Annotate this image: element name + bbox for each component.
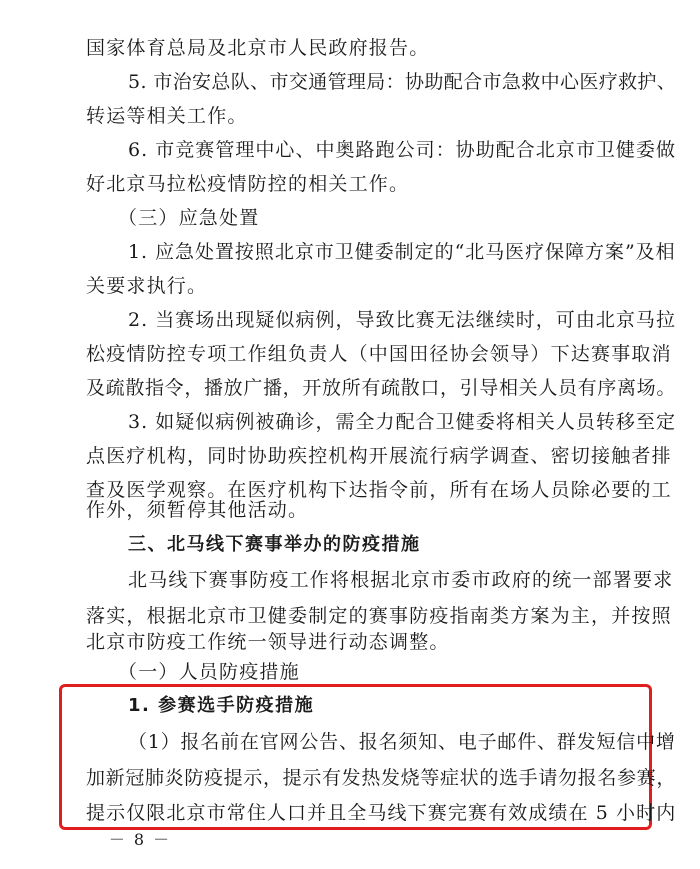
page-number: － 8 －: [108, 830, 172, 849]
subsection-heading-personnel: （一）人员防疫措施: [118, 661, 300, 683]
text-line-5: 好北京马拉松疫情防控的相关工作。: [86, 173, 410, 195]
text-line-23: 加新冠肺炎防疫提示，提示有发热发烧等症状的选手请勿报名参赛，: [86, 767, 677, 789]
text-line-15: 作外，须暂停其他活动。: [86, 499, 309, 521]
text-line-2: 5. 市治安总队、市交通管理局：协助配合市急救中心医疗救护、: [128, 71, 677, 93]
text-line-12: 3. 如疑似病例被确诊，需全力配合卫健委将相关人员转移至定: [128, 411, 676, 433]
text-line-13: 点医疗机构，同时协助疾控机构开展流行病学调查、密切接触者排: [86, 445, 672, 467]
text-line-10: 松疫情防控专项工作组负责人（中国田径协会领导）下达赛事取消: [86, 343, 672, 365]
section-heading-emergency: （三）应急处置: [118, 207, 260, 229]
text-line-11: 及疏散指令，播放广播，开放所有疏散口，引导相关人员有序离场。: [86, 377, 677, 399]
item-heading-athletes: 1. 参赛选手防疫措施: [128, 695, 315, 716]
text-line-18: 落实，根据北京市卫健委制定的赛事防疫指南类方案为主，并按照: [86, 605, 672, 627]
text-line-22: （1）报名前在官网公告、报名须知、电子邮件、群发短信中增: [128, 731, 676, 753]
text-line-17: 北马线下赛事防疫工作将根据北京市委市政府的统一部署要求: [128, 569, 674, 591]
text-line-8: 关要求执行。: [86, 275, 208, 297]
text-line-3: 转运等相关工作。: [86, 105, 248, 127]
text-line-4: 6. 市竞赛管理中心、中奥路跑公司：协助配合北京市卫健委做: [128, 139, 676, 161]
text-line-19: 北京市防疫工作统一领导进行动态调整。: [86, 631, 450, 653]
section-heading-measures: 三、北马线下赛事举办的防疫措施: [128, 534, 421, 555]
text-line-24: 提示仅限北京市常住人口并且全马线下赛完赛有效成绩在 5 小时内: [86, 802, 677, 824]
text-line-1: 国家体育总局及北京市人民政府报告。: [86, 37, 430, 59]
text-line-14: 查及医学观察。在医疗机构下达指令前，所有在场人员除必要的工: [86, 479, 672, 501]
text-line-7: 1. 应急处置按照北京市卫健委制定的“北马医疗保障方案”及相: [128, 241, 676, 263]
text-line-9: 2. 当赛场出现疑似病例，导致比赛无法继续时，可由北京马拉: [128, 309, 676, 331]
